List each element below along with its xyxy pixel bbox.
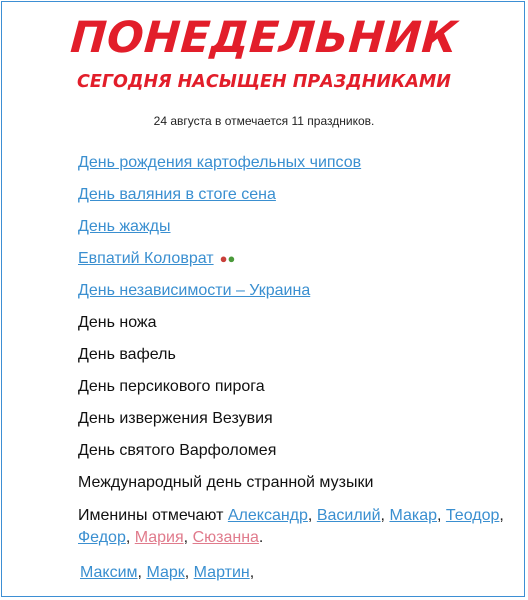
name-link[interactable]: Марк	[146, 564, 185, 581]
comma: ,	[125, 529, 131, 546]
namedays-more	[80, 563, 254, 583]
holiday-link[interactable]: День рождения картофельных чипсов	[78, 154, 362, 171]
comma: ,	[380, 507, 385, 524]
holiday-item: Международный день странной музыки	[78, 474, 374, 491]
holiday-link[interactable]: Евпатий Коловрат	[78, 250, 214, 268]
name-link[interactable]: Сюзанна	[192, 529, 259, 546]
holiday-link[interactable]: День валяния в стоге сена	[78, 186, 276, 203]
comma: ,	[249, 564, 255, 581]
holiday-item	[78, 281, 310, 301]
comma: ,	[184, 564, 190, 581]
holiday-item: День вафель	[78, 346, 176, 363]
holiday-item	[78, 217, 171, 237]
comma: ,	[437, 507, 442, 524]
name-link[interactable]: Теодор	[445, 507, 500, 524]
period: .	[258, 529, 264, 546]
holiday-item	[78, 153, 361, 173]
holiday-item: День святого Варфоломея	[78, 442, 277, 459]
holiday-item: День ножа	[78, 314, 157, 331]
page-title: ПОНЕДЕЛЬНИК	[68, 13, 460, 63]
intro-text: 24 августа в отмечается 11 праздников.	[153, 114, 375, 128]
name-link[interactable]: Василий	[316, 507, 381, 524]
name-link[interactable]: Мария	[134, 529, 184, 546]
namedays-prefix: Именины отмечают	[78, 507, 224, 524]
name-link[interactable]: Макар	[389, 507, 438, 524]
name-link[interactable]: Максим	[80, 564, 138, 581]
namedays-item	[78, 505, 508, 549]
couple-icon: ●●	[219, 251, 236, 266]
page-subtitle: СЕГОДНЯ НАСЫЩЕН ПРАЗДНИКАМИ	[77, 72, 451, 92]
name-link[interactable]: Александр	[227, 507, 308, 524]
holiday-item: День персикового пирога	[78, 378, 265, 395]
holiday-link[interactable]: День независимости – Украина	[78, 282, 311, 299]
name-link[interactable]: Мартин	[193, 564, 250, 581]
comma: ,	[307, 507, 313, 524]
comma: ,	[183, 529, 189, 546]
comma: ,	[137, 564, 142, 581]
name-link[interactable]: Федор	[78, 529, 126, 546]
holiday-item	[78, 249, 235, 269]
holiday-item: День извержения Везувия	[78, 410, 273, 427]
comma: ,	[499, 507, 504, 524]
holiday-item	[78, 185, 276, 205]
holiday-link[interactable]: День жажды	[78, 218, 171, 235]
